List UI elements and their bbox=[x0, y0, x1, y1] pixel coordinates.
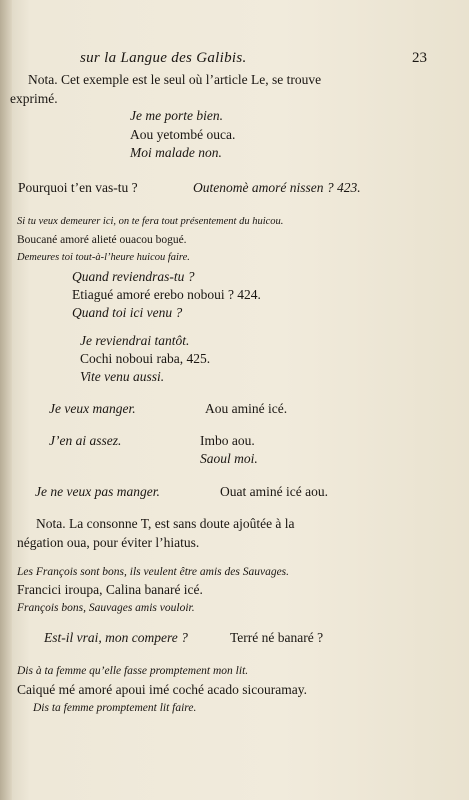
galibi-phrase: Francici iroupa, Calina banaré icé. bbox=[17, 582, 203, 597]
literal-translation: Saoul moi. bbox=[200, 451, 258, 466]
literal-translation: Dis ta femme promptement lit faire. bbox=[33, 702, 197, 714]
galibi-phrase: Terré né banaré ? bbox=[230, 630, 324, 645]
galibi-phrase: Imbo aou. bbox=[200, 433, 255, 448]
galibi-phrase: Outenomè amoré nissen ? 423. bbox=[193, 180, 361, 195]
nota-line: exprimé. bbox=[10, 91, 58, 106]
french-phrase: Je reviendrai tantôt. bbox=[80, 333, 190, 348]
french-phrase: Si tu veux demeurer ici, on te fera tout présentement du huicou. bbox=[17, 216, 284, 227]
literal-translation: Moi malade non. bbox=[130, 145, 222, 160]
literal-translation: Quand toi ici venu ? bbox=[72, 305, 183, 320]
nota-line: Nota. Cet exemple est le seul où l’article Le, se trouve bbox=[28, 72, 322, 87]
galibi-phrase: Cochi noboui raba, 425. bbox=[80, 351, 211, 366]
galibi-phrase: Boucané amoré alieté ouacou bogué. bbox=[17, 234, 187, 246]
nota-line: négation oua, pour éviter l’hiatus. bbox=[17, 535, 200, 550]
galibi-phrase: Ouat aminé icé aou. bbox=[220, 484, 328, 499]
french-phrase: Je me porte bien. bbox=[130, 108, 223, 123]
french-phrase: Dis à ta femme qu’elle fasse promptement mon lit. bbox=[17, 665, 249, 677]
galibi-phrase: Caiqué mé amoré apoui imé coché acado sicouramay. bbox=[17, 682, 307, 697]
french-phrase: J’en ai assez. bbox=[49, 433, 122, 448]
running-title: sur la Langue des Galibis. bbox=[80, 50, 247, 66]
french-phrase: Je veux manger. bbox=[49, 401, 136, 416]
galibi-phrase: Etiagué amoré erebo noboui ? 424. bbox=[72, 287, 261, 302]
french-phrase: Je ne veux pas manger. bbox=[35, 484, 160, 499]
literal-translation: François bons, Sauvages amis vouloir. bbox=[17, 602, 195, 614]
page-number: 23 bbox=[412, 50, 427, 66]
page-gutter bbox=[0, 0, 12, 800]
galibi-phrase: Aou aminé icé. bbox=[205, 401, 288, 416]
french-phrase: Les François sont bons, ils veulent être amis des Sauvages. bbox=[17, 566, 290, 578]
nota-line: Nota. La consonne T, est sans doute ajoûtée à la bbox=[36, 516, 295, 531]
literal-translation: Vite venu aussi. bbox=[80, 369, 165, 384]
french-phrase: Quand reviendras-tu ? bbox=[72, 269, 195, 284]
galibi-phrase: Aou yetombé ouca. bbox=[130, 127, 236, 142]
french-phrase: Est-il vrai, mon compere ? bbox=[44, 630, 188, 645]
french-phrase: Pourquoi t’en vas-tu ? bbox=[18, 180, 138, 195]
literal-translation: Demeures toi tout-à-l’heure huicou faire. bbox=[17, 252, 190, 263]
